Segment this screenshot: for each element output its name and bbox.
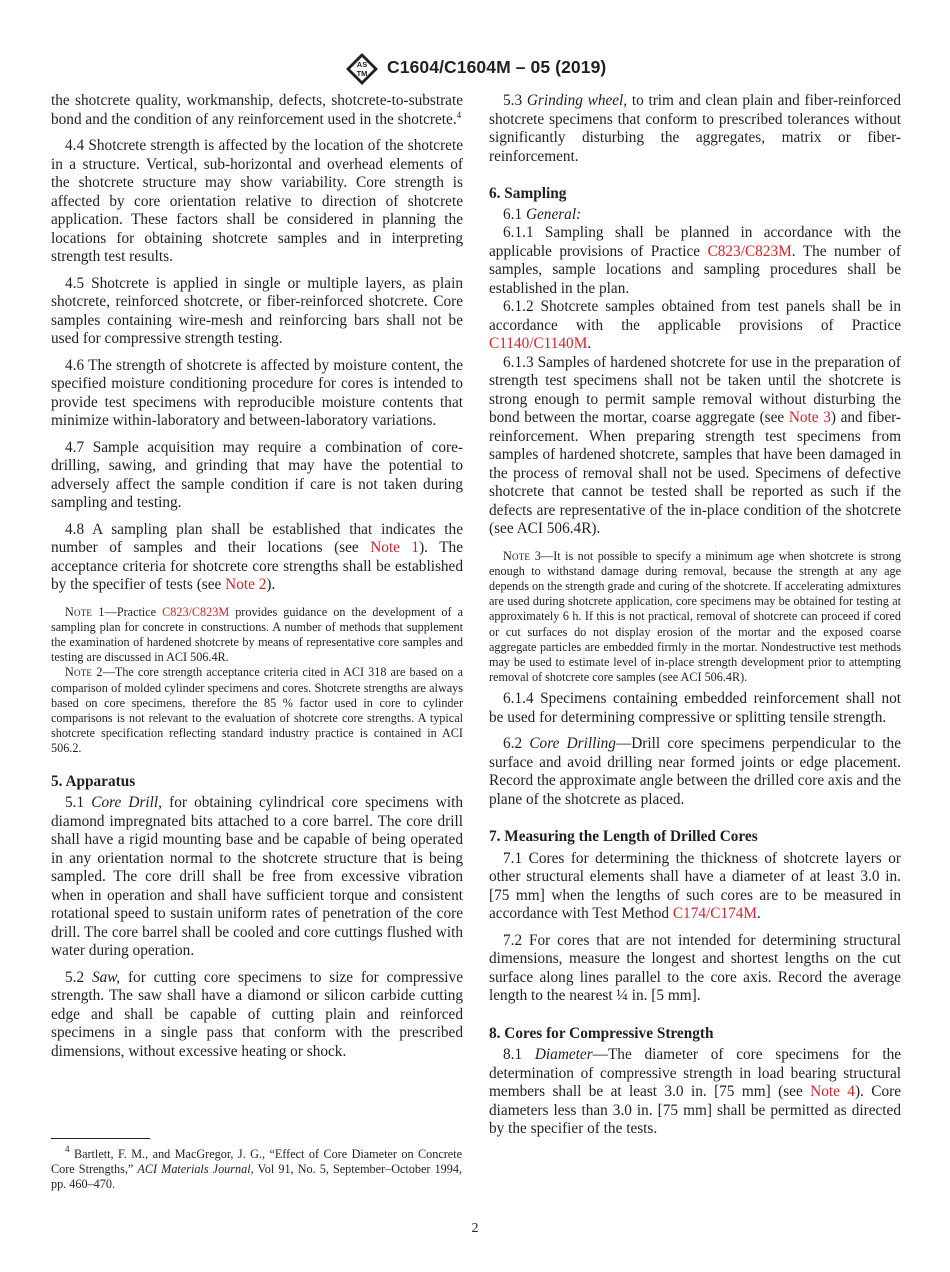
paragraph-continuation: the shotcrete quality, workmanship, defects, shotcrete-to-substrate bond and the condition of any reinforcement used in the shotcrete.$^4$	[51, 92, 463, 128]
left-column	[51, 92, 463, 1061]
note-3: Note 3—It is not possible to specify a minimum age when shotcrete is strong enough to withstand damage during removal, because the strength at any age depends on the strength grade and curing of the shotcrete. If accelerating admixtures are used during shotcrete application, core specimens may be obtained for testing at approximately 6 h. If this is not practical, removal of shotcrete can proceed if cored or cut surfaces do not display erosion of the mortar and the exposed coarse aggregate particles are embedded firmly in the mortar. Nondestructive test methods may be used to estimate level of in-place strength development prior to attempting removal of shotcrete core samples (see ACI 506.4R).	[489, 548, 901, 685]
note-2-link[interactable]: Note 2	[225, 576, 267, 593]
section-6-1-4: 6.1.4 Specimens containing embedded reinforcement shall not be used for determining compressive or splitting tensile strength.	[489, 690, 901, 726]
section-5-3: 5.3 Grinding wheel, to trim and clean plain and fiber-reinforced shotcrete specimens that conform to prescribed tolerances without significantly disturbing the aggregates, matrix or fiber-reinforcement.	[489, 92, 901, 165]
document-designation: C1604/C1604M – 05 (2019)	[387, 57, 607, 77]
c823-link[interactable]: C823/C823M	[707, 242, 792, 260]
c174-link[interactable]: C174/C174M	[672, 905, 758, 923]
note-2: Note 2—The core strength acceptance criteria cited in ACI 318 are based on a comparison of molded cylinder specimens and cores. Shotcrete strengths are always based on core specimens, therefore the 85 % factor used in core to cylinder comparisons is not relevant to the evaluation of shotcrete core strengths. A typical shotcrete specification reflecting standard industry practice is contained in ACI 506.2.	[51, 665, 463, 756]
section-4-7: 4.7 Sample acquisition may require a combination of core-drilling, sawing, and grinding that may have the potential to adversely affect the sample condition if care is not taken during sampling and testing.	[51, 438, 463, 511]
section-8-1: 8.1 Diameter—The diameter of core specimens for the determination of compressive strength in load bearing structural members shall be at least 3.0 in. [75 mm] (see Note 4). Core diameters less than 3.0 in. [75 mm] shall be permitted as directed by the specifier of the tests.	[489, 1046, 902, 1138]
section-5-2: 5.2 Saw, for cutting core specimens to size for compressive strength. The saw shall have a diamond or silicon carbide cutting edge and shall be capable of cutting plain and reinforced specimens in a single pass that conform with the prescribed dimensions, without excessive heating or shock.	[51, 968, 463, 1060]
section-6-1: 6.1 General:	[503, 205, 582, 223]
note-3-link[interactable]: Note 3	[788, 409, 831, 426]
section-7-2: 7.2 For cores that are not intended for determining structural dimensions, measure the longest and shortest lengths on the cut surface along lines parallel to the core axis. Record the average length to the nearest ¼ in. [5 mm].	[489, 931, 901, 1005]
section-6-1-2: 6.1.2 Shotcrete samples obtained from test panels shall be in accordance with the applicable provisions of Practice C1140/C1140M.	[489, 298, 901, 352]
section-6-2: 6.2 Core Drilling—Drill core specimens perpendicular to the surface and avoid drilling near formed joints or edge placement. Record the approximate angle between the drilled core axis and the plane of the shotcrete as placed.	[489, 735, 902, 808]
heading-compressive-strength: 8. Cores for Compressive Strength	[489, 1024, 714, 1042]
page-number: 2	[471, 1221, 479, 1236]
page-header	[0, 52, 950, 86]
heading-sampling: 6. Sampling	[489, 185, 567, 202]
section-7-1: 7.1 Cores for determining the thickness of shotcrete layers or other structural elements shall have a diameter of at least 3.0 in. [75 mm] when the lengths of such cores are to be measured in accordance with Test Method C174/C174M.	[489, 849, 901, 923]
footnote-divider	[51, 1138, 150, 1139]
heading-apparatus: 5. Apparatus	[51, 772, 136, 790]
section-6-1-1: 6.1.1 Sampling shall be planned in accordance with the applicable provisions of Practice C823/C823M. The number of samples, sample locations and sampling procedures shall be established in the plan.	[489, 224, 901, 297]
c823-link[interactable]: C823/C823M	[162, 604, 230, 619]
footnote-4: $^4$ Bartlett, F. M., and MacGregor, J. G., “Effect of Core Diameter on Concrete Core Strengths,” ACI Materials Journal, Vol 91, No. 5, September–October 1994, pp. 460–470.	[51, 1144, 462, 1192]
note-1: Note 1—Practice C823/C823M provides guidance on the development of a sampling plan for concrete in constructions. A number of methods that supplement the examination of hardened shotcrete by means of representative core samples and testing are discussed in ACI 506.4R.	[51, 604, 463, 665]
section-4-8: 4.8 A sampling plan shall be established that indicates the number of samples and their locations (see Note 1). The acceptance criteria for shotcrete core strengths shall be established by the specifier of tests (see Note 2).	[51, 520, 463, 593]
heading-measuring-length: 7. Measuring the Length of Drilled Cores	[489, 828, 758, 846]
svg-text:AS: AS	[356, 60, 368, 69]
section-5-1: 5.1 Core Drill, for obtaining cylindrical core specimens with diamond impregnated bits attached to a core barrel. The core drill shall have a rigid mounting base and be capable of being operated in any orientation normal to the shotcrete structure that is being sampled. The core drill shall be free from excessive vibration when in operation and shall have sufficient torque and consistent rotational speed to sustain uniform rates of penetration of the core drill. The core barrel shall be cooled and core cuttings flushed with water during operation.	[51, 794, 463, 960]
footnote-ref[interactable]: 4	[456, 109, 462, 120]
svg-text:TM: TM	[356, 69, 368, 78]
section-4-5: 4.5 Shotcrete is applied in single or multiple layers, as plain shotcrete, reinforced shotcrete, or fiber-reinforced shotcrete. Core samples containing wire-mesh and reinforcing bars shall not be used for compressive strength testing.	[51, 274, 463, 347]
note-4-link[interactable]: Note 4	[810, 1083, 855, 1101]
section-6-1-3: 6.1.3 Samples of hardened shotcrete for use in the preparation of strength test specimens shall not be taken until the shotcrete is strong enough to permit sample removal without disturbing the bond between the mortar, coarse aggregate (see Note 3) and fiber-reinforcement. When preparing strength test specimens from samples of hardened shotcrete, samples that have been damaged in the process of removal shall not be used. Specimens of defective shotcrete that cannot be tested shall be reported as such if the defects are representative of the in-place condition of the shotcrete (see ACI 506.4R).	[489, 353, 901, 537]
section-4-6: 4.6 The strength of shotcrete is affected by moisture content, the specified moisture conditioning procedure for cores is intended to provide test specimens with reproducible moisture contents that minimize within-laboratory and between-laboratory variations.	[51, 356, 463, 429]
astm-logo-icon	[344, 52, 380, 86]
right-column	[489, 92, 901, 1139]
section-4-4: 4.4 Shotcrete strength is affected by the location of the shotcrete in a structure. Vertical, sub-horizontal and overhead elements of the shotcrete structure may show variability. Core strength is affected by core orientation relative to direction of shotcrete application. These factors shall be considered in planning the locations for obtaining shotcrete samples and in interpreting strength test results.	[51, 137, 463, 265]
c1140-link[interactable]: C1140/C1140M	[489, 335, 588, 352]
note-1-link[interactable]: Note 1	[370, 539, 420, 556]
